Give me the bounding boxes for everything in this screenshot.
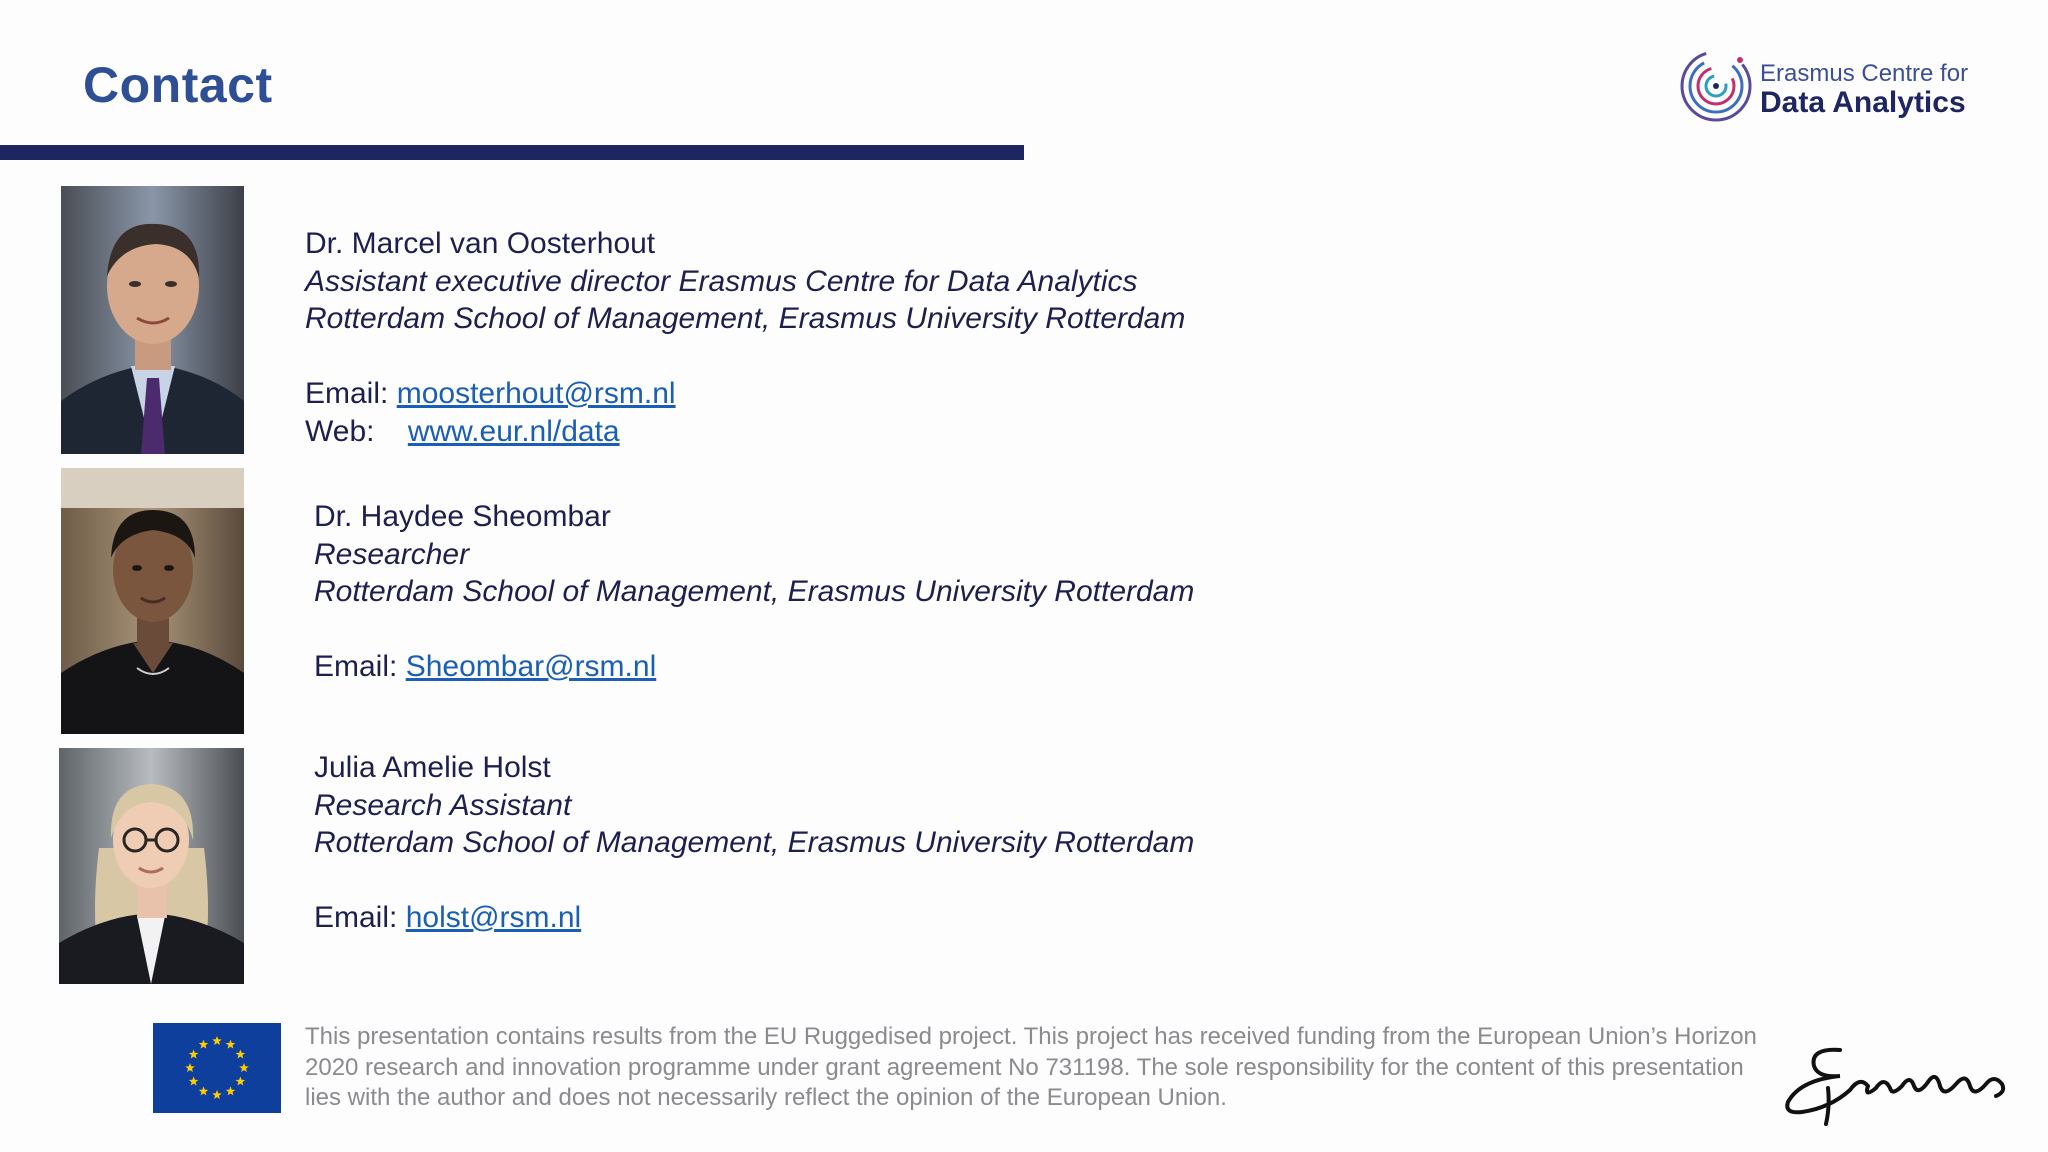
web-label: Web: (305, 414, 375, 448)
eu-star (236, 1077, 246, 1086)
email-row (305, 375, 1185, 413)
contact-role: Researcher (314, 537, 470, 571)
web-row (305, 413, 1185, 451)
contact-photo-haydee (61, 468, 244, 734)
email-link[interactable]: Sheombar@rsm.nl (405, 650, 657, 683)
concentric-circles-logo-icon (1678, 46, 1758, 126)
eu-star (212, 1090, 222, 1099)
erasmus-centre-logo (1678, 46, 1998, 128)
email-label: Email: (305, 377, 389, 410)
web-link[interactable]: www.eur.nl/data (407, 414, 620, 448)
eu-star (212, 1036, 222, 1045)
eu-star (239, 1063, 249, 1072)
contact-card-haydee (314, 498, 1194, 686)
spacer (314, 611, 1194, 649)
eu-star (236, 1050, 246, 1059)
email-link[interactable]: holst@rsm.nl (405, 901, 582, 934)
eu-star (189, 1077, 199, 1086)
eu-star (199, 1040, 209, 1049)
eu-funding-disclaimer: This presentation contains results from the EU Ruggedised project. This project has received funding from the European Union’s Horizon 2020 research and innovation programme under grant agreement No 731198. The sole responsibility for the content of this presentation lies with the author and does not necessarily reflect the opinion of the European Union. (305, 1023, 1757, 1111)
email-row (314, 899, 1194, 937)
contact-name: Dr. Marcel van Oosterhout (305, 227, 656, 260)
email-label: Email: (314, 650, 398, 683)
logo-text-line2: Data Analytics (1760, 86, 1966, 119)
title-underline-bar (0, 145, 1024, 160)
erasmus-signature-icon (1780, 1040, 2016, 1126)
eu-star (185, 1063, 195, 1072)
contact-card-marcel (305, 225, 1185, 450)
contact-affiliation: Rotterdam School of Management, Erasmus University Rotterdam (314, 826, 1195, 859)
eu-flag-icon (153, 1023, 281, 1113)
logo-text-line1: Erasmus Centre for (1760, 60, 1969, 87)
contact-card-julia (314, 749, 1194, 937)
contact-role: Assistant executive director Erasmus Centre for Data Analytics (305, 264, 1138, 298)
contact-name: Dr. Haydee Sheombar (314, 500, 611, 533)
contact-affiliation: Rotterdam School of Management, Erasmus University Rotterdam (305, 302, 1186, 335)
email-link[interactable]: moosterhout@rsm.nl (396, 377, 676, 410)
contact-photo-julia (59, 748, 244, 984)
contact-name: Julia Amelie Holst (314, 751, 551, 784)
contact-affiliation: Rotterdam School of Management, Erasmus University Rotterdam (314, 575, 1195, 608)
contact-photo-marcel (61, 186, 244, 454)
eu-star (189, 1050, 199, 1059)
eu-star (226, 1086, 236, 1095)
email-row (314, 648, 1194, 686)
eu-star (199, 1086, 209, 1095)
spacer (314, 862, 1194, 900)
slide-title: Contact (83, 57, 273, 113)
spacer (305, 338, 1185, 376)
email-label: Email: (314, 901, 398, 934)
contact-role: Research Assistant (314, 788, 572, 822)
eu-star (226, 1040, 236, 1049)
